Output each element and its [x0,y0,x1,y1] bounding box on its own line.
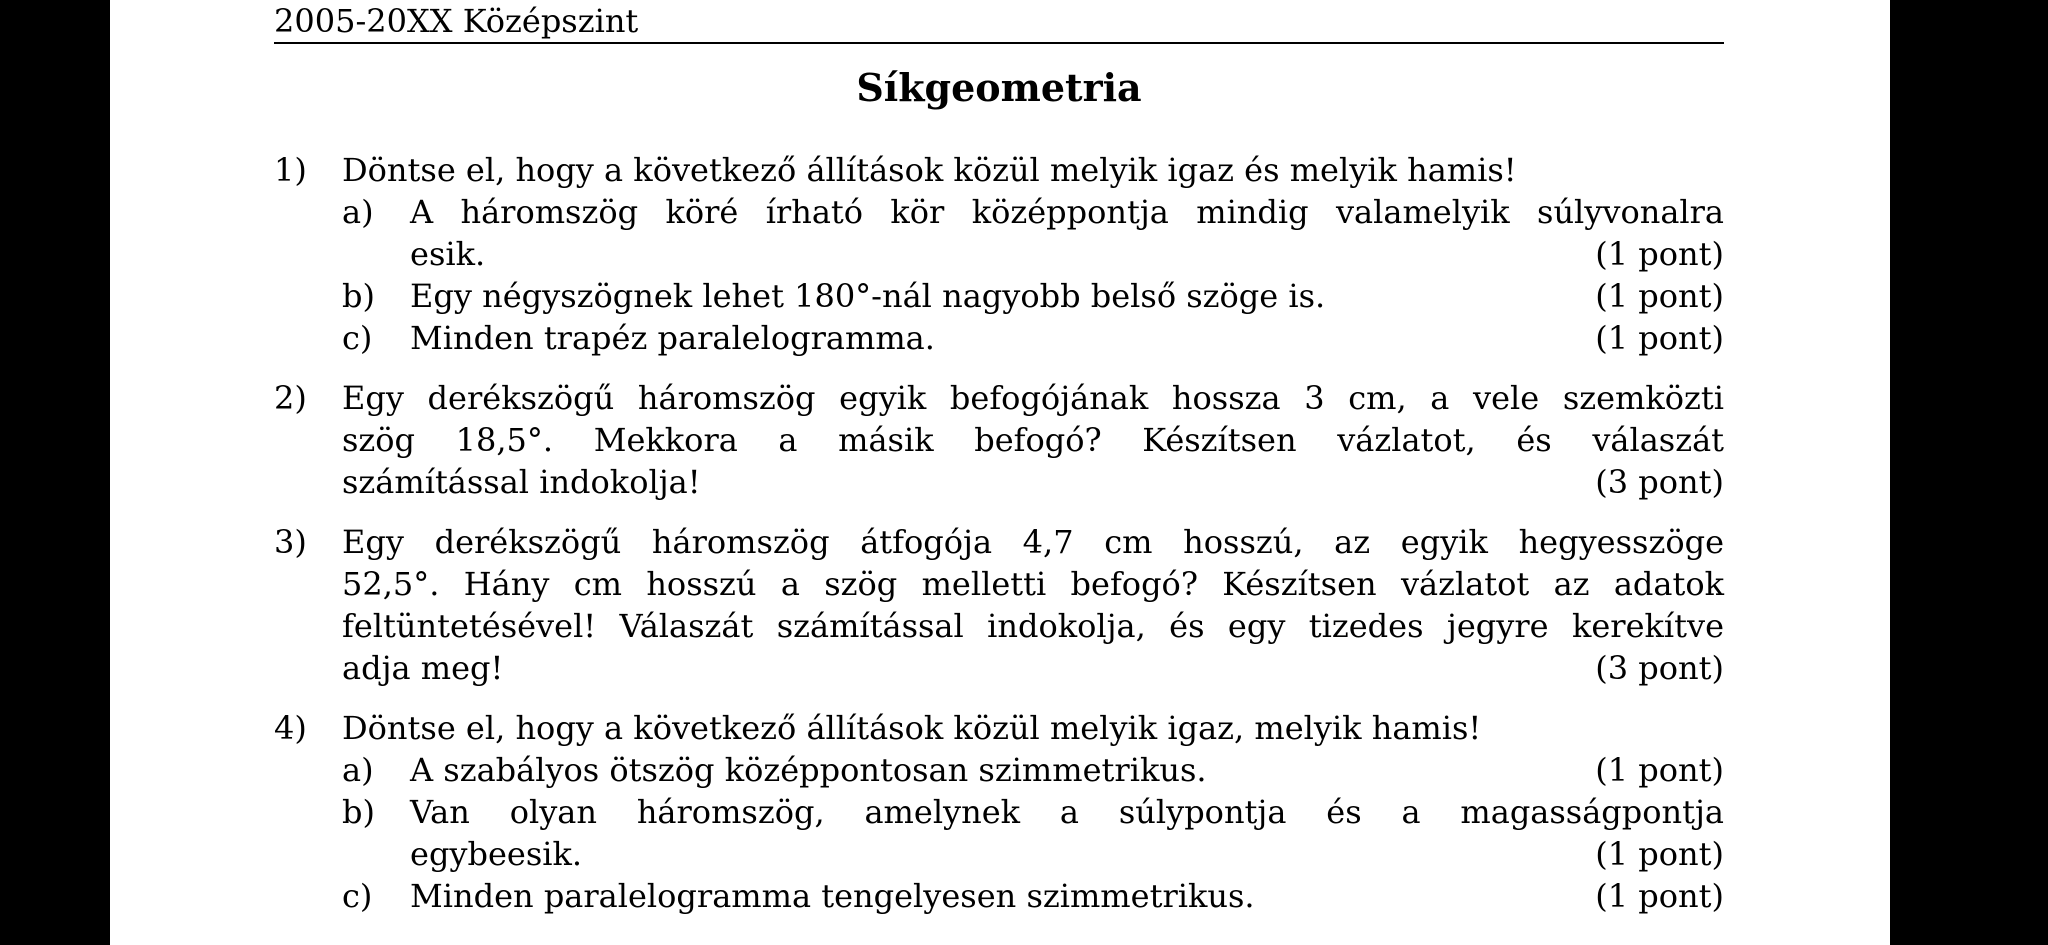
points-label: (1 pont) [1595,751,1724,789]
question-intro: Döntse el, hogy a következő állítások közül melyik igaz és melyik hamis! [342,151,1517,189]
points-label: (1 pont) [1595,235,1724,273]
part-letter: c) [342,877,373,915]
points-label: (1 pont) [1595,277,1724,315]
part-letter: c) [342,319,373,357]
question-text-line: adja meg! [342,649,504,687]
question-number: 4) [274,709,307,747]
question-2 [274,377,1724,503]
question-part-b [342,791,1724,875]
part-text-line: Minden trapéz paralelogramma. [410,319,935,357]
question-body [342,377,1724,503]
question-part-b [342,275,1724,317]
question-body [342,149,1724,359]
question-part-c [342,875,1724,917]
part-text-line: Van olyan háromszög, amelynek a súlypontja és a magasságpontja [410,793,1724,831]
question-text-line: számítással indokolja! [342,463,701,501]
question-part-c [342,317,1724,359]
question-part-a [342,749,1724,791]
part-text-line: Egy négyszögnek lehet 180°-nál nagyobb belső szöge is. [410,277,1326,315]
part-letter: b) [342,793,375,831]
question-3 [274,521,1724,689]
points-label: (3 pont) [1595,463,1724,501]
points-label: (3 pont) [1595,649,1724,687]
part-text-line: esik. [410,235,486,273]
question-number: 2) [274,379,307,417]
question-part-a [342,191,1724,275]
points-label: (1 pont) [1595,835,1724,873]
question-4 [274,707,1724,917]
page-title: Síkgeometria [856,65,1142,110]
document-page [110,0,1890,945]
question-list [274,149,1724,917]
part-text-line: A szabályos ötszög középpontosan szimmetrikus. [410,751,1207,789]
question-text-line: Egy derékszögű háromszög átfogója 4,7 cm hosszú, az egyik hegyesszöge [342,523,1724,561]
question-number: 1) [274,151,307,189]
question-number: 3) [274,523,307,561]
page-header: 2005-20XX Középszint [274,2,639,40]
part-letter: a) [342,193,374,231]
part-text-line: egybeesik. [410,835,583,873]
question-text-line: feltüntetésével! Válaszát számítással indokolja, és egy tizedes jegyre kerekítve [342,607,1724,645]
question-1 [274,149,1724,359]
points-label: (1 pont) [1595,877,1724,915]
question-text-line: szög 18,5°. Mekkora a másik befogó? Készítsen vázlatot, és válaszát [342,421,1724,459]
question-body [342,521,1724,689]
points-label: (1 pont) [1595,319,1724,357]
question-text-line: 52,5°. Hány cm hosszú a szög melletti befogó? Készítsen vázlatot az adatok [342,565,1724,603]
question-body [342,707,1724,917]
part-letter: a) [342,751,374,789]
header-divider [274,42,1724,44]
question-text-line: Egy derékszögű háromszög egyik befogójának hossza 3 cm, a vele szemközti [342,379,1724,417]
part-text-line: A háromszög köré írható kör középpontja mindig valamelyik súlyvonalra [410,193,1724,231]
part-letter: b) [342,277,375,315]
question-intro: Döntse el, hogy a következő állítások közül melyik igaz, melyik hamis! [342,709,1482,747]
part-text-line: Minden paralelogramma tengelyesen szimmetrikus. [410,877,1255,915]
